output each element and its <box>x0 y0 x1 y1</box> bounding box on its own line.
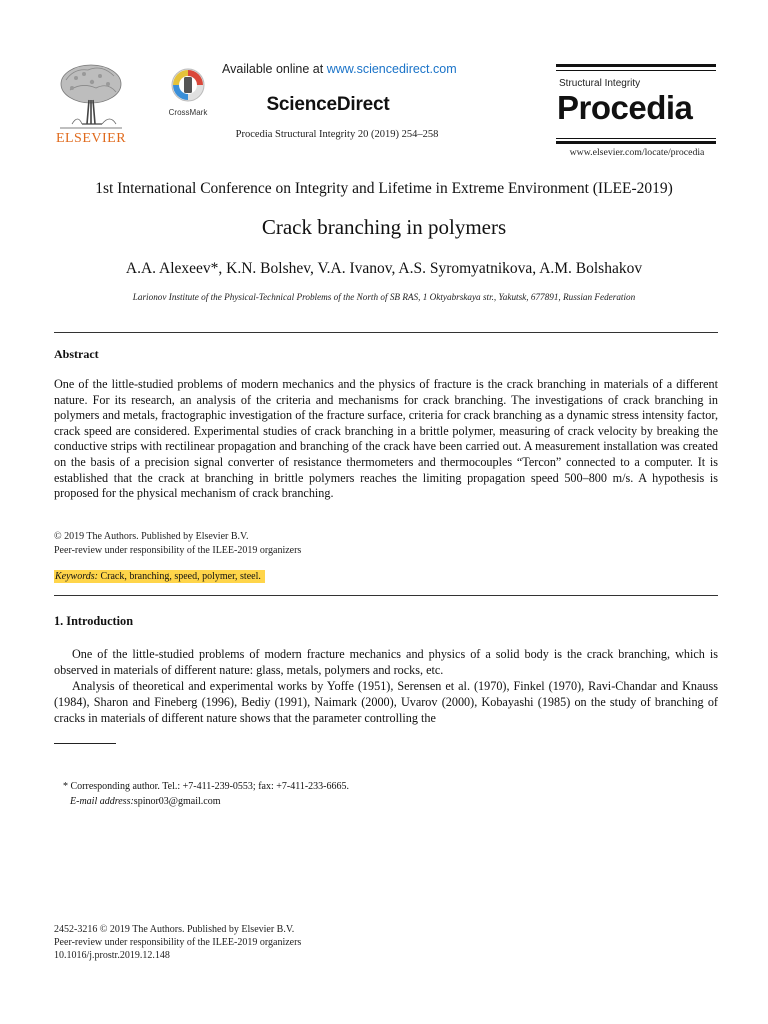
author-list: A.A. Alexeev*, K.N. Bolshev, V.A. Ivanov, A.S. Syromyatnikova, A.M. Bolshakov <box>125 260 643 277</box>
copyright-line: © 2019 The Authors. Published by Elsevier B.V. <box>54 531 249 542</box>
journal-title: Procedia <box>557 89 693 126</box>
abstract-copyright <box>54 530 718 558</box>
journal-url[interactable]: www.elsevier.com/locate/procedia <box>569 147 705 158</box>
email-label: E-mail address: <box>70 796 134 807</box>
email-address[interactable]: spinor03@gmail.com <box>133 796 221 807</box>
journal-subtitle: Structural Integrity <box>559 78 641 89</box>
corresponding-author: * Corresponding author. Tel.: +7-411-239-0553; fax: +7-411-233-6665. <box>63 781 350 792</box>
doi[interactable]: 10.1016/j.prostr.2019.12.148 <box>54 949 170 961</box>
issn-copyright: 2452-3216 © 2019 The Authors. Published by Elsevier B.V. <box>54 924 295 935</box>
abstract-text: One of the little-studied problems of modern mechanics and the physics of fracture is the crack branching in materials of a different nature. For its research, an analysis of the criteria and mechanisms for crack branching. The investigations of crack branching in polymers and metals, fractographic investigation of the fracture surface, criteria for crack branching as a dynamic stress intensity factor, crack speed are considered. Experimental studies of crack branching in a brittle polymer, measuring of crack velocity by breaking the conductive strips with rectilinear propagation and branching of the crack have been carried out. A measurement installation was created on the basis of a precision signal converter of resistance thermometers and thermocouples “Tercon” connected to a computer. It is established that the crack at branching in brittle polymers reaches the limiting propagation speed 500–800 m/s. A hypothesis is proposed for the physical mechanism of crack branching. <box>54 377 718 501</box>
logo-bottom-rule <box>556 141 716 144</box>
keywords-label: Keywords: <box>55 571 98 582</box>
footnote-divider <box>54 743 116 744</box>
publication-info <box>54 924 454 962</box>
abstract-top-divider <box>54 332 718 333</box>
crossmark-icon <box>171 68 205 102</box>
peer-review-footer: Peer-review under responsibility of the ILEE-2019 organizers <box>54 936 302 948</box>
crossmark-badge[interactable] <box>163 68 213 122</box>
footnote <box>63 779 703 809</box>
elsevier-tree-icon <box>52 62 130 132</box>
affiliation: Larionov Institute of the Physical-Technical Problems of the North of SB RAS, 1 Oktyabrskaya str., Yakutsk, 677891, Russian Federation <box>132 292 636 302</box>
platform-name: ScienceDirect <box>266 94 390 115</box>
publisher-name: ELSEVIER <box>55 131 127 146</box>
abstract-bottom-divider <box>54 595 718 596</box>
peer-review-line: Peer-review under responsibility of the ILEE-2019 organizers <box>54 545 302 556</box>
paper-title: Crack branching in polymers <box>261 215 507 239</box>
journal-logo-box <box>556 64 716 142</box>
email-line <box>63 794 703 809</box>
abstract-heading: Abstract <box>54 347 99 361</box>
logo-top-rule <box>556 64 716 67</box>
availability-line <box>222 62 542 76</box>
keywords-list: Crack, branching, speed, polymer, steel. <box>97 571 261 582</box>
section-heading-introduction: 1. Introduction <box>54 614 134 628</box>
crossmark-label: CrossMark <box>168 108 208 117</box>
intro-paragraph-2: Analysis of theoretical and experimental works by Yoffe (1951), Serensen et al. (1970), Finkel (1970), Ravi-Chandar and Knauss (1984), Sharon and Fineberg (1996), Bediy (1991), Naimark (2000), Uvarov (2000), Kobayashi (1985) on the study of branching of cracks in materials of different nature shows that the parameter controlling the <box>54 679 718 725</box>
journal-reference: Procedia Structural Integrity 20 (2019) 254–258 <box>235 129 439 140</box>
logo-bottom-thin-rule <box>556 138 716 139</box>
keywords-line <box>54 570 265 583</box>
logo-top-thin-rule <box>556 70 716 71</box>
available-prefix: Available online at <box>222 62 327 76</box>
intro-paragraph-1: One of the little-studied problems of modern fracture mechanics and physics of a solid body is the crack branching, which is observed in materials of different nature: glass, metals, polymers and rocks, etc. <box>54 647 718 677</box>
conference-name: 1st International Conference on Integrity and Lifetime in Extreme Environment (ILEE-2019) <box>95 180 673 197</box>
sciencedirect-link[interactable]: www.sciencedirect.com <box>326 62 457 76</box>
